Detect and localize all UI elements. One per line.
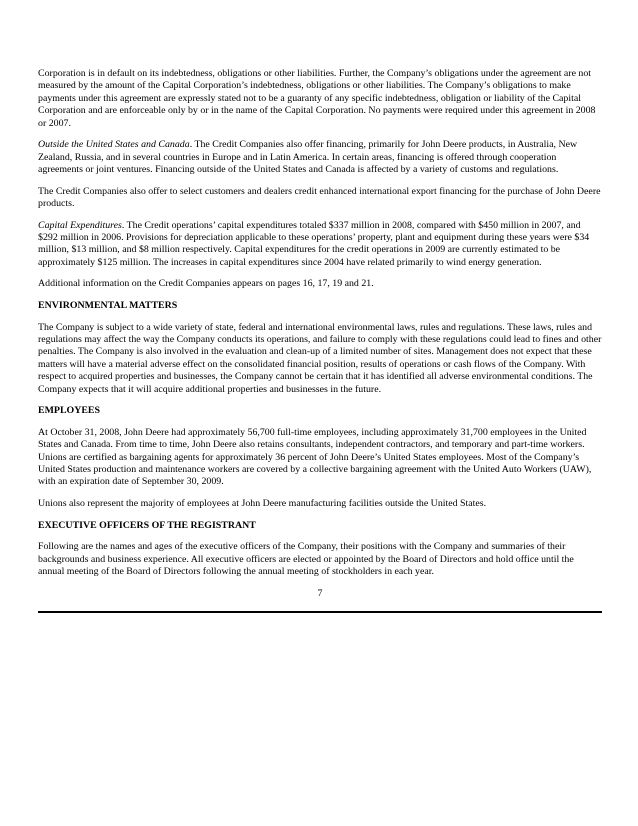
paragraph-text: Following are the names and ages of the executive officers of the Company, their positions with the Company and summaries of their backgrounds and business experience. All executive officers are elected or appointed by the Board of Directors and hold office until the annual meeting of the Board of Directors following the annual meeting of stockholders in each year. [38, 541, 574, 578]
paragraph-text: Additional information on the Credit Companies appears on pages 16, 17, 19 and 21. [38, 278, 374, 290]
paragraph-text: The Credit Companies also offer to select customers and dealers credit enhanced international export financing for the purchase of John Deere products. [38, 185, 601, 210]
paragraph-guaranty-agreement [38, 68, 602, 130]
document-page [38, 68, 602, 613]
paragraph-text: . The Credit Companies also offer financing, primarily for John Deere products, in Australia, New Zealand, Russia, and in several countries in Europe and in Latin America. In certain areas, financing is offered through cooperation agreements or joint ventures. Financing outside of the United States and Canada is affected by a variety of customs and regulations. [38, 139, 578, 176]
paragraph-lead-in: Capital Expenditures [38, 219, 122, 231]
paragraph-environmental-matters [38, 322, 602, 396]
paragraph-export-financing [38, 186, 602, 211]
paragraph-text: The Company is subject to a wide variety of state, federal and international environmental laws, rules and regulations. These laws, rules and regulations may affect the way the Company conducts its operations, and failure to comply with these regulations could lead to fines and other penalties. The Company is also involved in the evaluation and clean-up of a limited number of sites. Management does not expect that these matters will have a material adverse effect on the consolidated financial position, results of operations or cash flows of the Company. With respect to acquired properties and businesses, the Company cannot be certain that it has identified all adverse environmental conditions. The Company expects that it will acquire additional properties and businesses in the future. [38, 321, 602, 395]
paragraph-text: . The Credit operations’ capital expenditures totaled $337 million in 2008, compared with $450 million in 2007, and $292 million in 2006. Provisions for depreciation applicable to these operations’ property, plant and equipment during these years were $34 million, $13 million, and $8 million respectively. Capital expenditures for the credit operations in 2009 are currently estimated to be approximately $125 million. The increases in capital expenditures since 2004 have related primarily to wind energy generation. [38, 219, 590, 268]
paragraph-additional-information [38, 278, 602, 290]
paragraph-capital-expenditures [38, 220, 602, 270]
page-bottom-rule [38, 611, 602, 613]
paragraph-text: At October 31, 2008, John Deere had approximately 56,700 full-time employees, including approximately 31,700 employees in the United States and Canada. From time to time, John Deere also retains consultants, independent contractors, and temporary and part-time workers. Unions are certified as bargaining agents for approximately 36 percent of John Deere’s United States employees. Most of the Company’s United States production and maintenance workers are covered by a collective bargaining agreement with the United Auto Workers (UAW), with an expiration date of September 30, 2009. [38, 426, 592, 488]
paragraph-outside-us-canada [38, 139, 602, 176]
paragraph-lead-in: Outside the United States and Canada [38, 139, 190, 151]
page-number: 7 [317, 587, 323, 599]
paragraph-text: Corporation is in default on its indebtedness, obligations or other liabilities. Further, the Company’s obligations under the agreement are not measured by the amount of the Capital Corporation’s indebtedness, obligations or other liabilities. The Company’s obligations to make payments under this agreement are expressly stated not to be a guaranty of any specific indebtedness, obligation or liability of the Capital Corporation and are enforceable only by or in the name of the Capital Corporation. No payments were required under this agreement in 2008 or 2007. [38, 68, 596, 129]
section-heading-executive-officers: EXECUTIVE OFFICERS OF THE REGISTRANT [38, 519, 256, 531]
section-heading-employees: EMPLOYEES [38, 405, 101, 417]
paragraph-employees-count [38, 427, 602, 489]
section-heading-environmental-matters: ENVIRONMENTAL MATTERS [38, 300, 178, 312]
paragraph-unions-outside-us [38, 498, 602, 510]
paragraph-executive-officers [38, 541, 602, 578]
paragraph-text: Unions also represent the majority of employees at John Deere manufacturing facilities outside the United States. [38, 498, 487, 510]
